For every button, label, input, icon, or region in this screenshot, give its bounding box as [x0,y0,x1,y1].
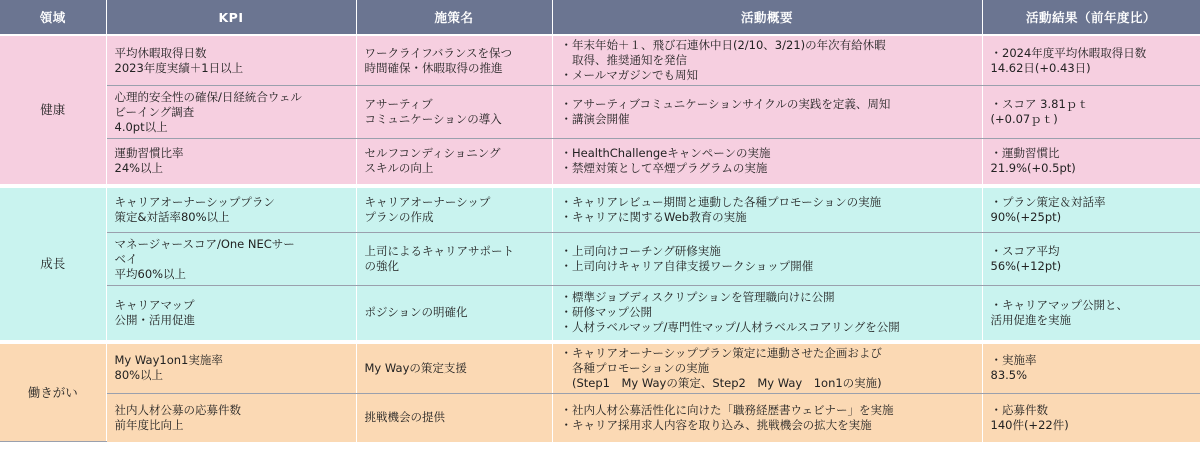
result-cell [982,35,1200,86]
table-row [0,86,1200,139]
activity-line: ・研修マップ公開 [560,305,653,320]
activity-line: ・上司向けコーチング研修実施 [560,244,721,258]
kpi-line: 2023年度実績＋1日以上 [114,60,244,75]
result-line: 21.9%(+0.5pt) [990,161,1076,176]
result-cell [982,286,1200,342]
measure-line: 時間確保・休暇取得の推進 [364,60,503,75]
activity-cell [552,233,982,286]
kpi-line: 24%以上 [114,161,164,176]
kpi-line: キャリアオーナーシッププラン [114,194,275,209]
kpi-cell [106,139,356,186]
activity-line: ・キャリアオーナーシッププラン策定に連動させた企画および [560,345,882,360]
header-area: 領域 [0,0,106,35]
result-line: ・スコア 3.81ｐｔ [990,97,1089,111]
kpi-line: ベイ [114,251,138,266]
activity-line: ・キャリア採用求人内容を取り込み、挑戦機会の拡大を実施 [560,417,872,432]
result-line: ・応募件数 [990,402,1048,417]
table-row [0,186,1200,233]
measure-line: 上司によるキャリアサポート [364,244,514,258]
result-line: 83.5% [990,368,1028,383]
kpi-line: 運動習慣比率 [114,146,184,161]
kpi-line: 80%以上 [114,368,164,383]
area-cell-engagement: 働きがい [0,342,106,442]
activity-line: (Step1 My Wayの策定、Step2 My Way 1on1の実施) [560,375,882,390]
result-line: ・実施率 [990,353,1037,368]
kpi-cell [106,233,356,286]
result-line: 活用促進を実施 [990,312,1071,327]
result-cell [982,342,1200,394]
measure-line: セルフコンディショニング [364,146,501,161]
measure-line: My Wayの策定支援 [364,360,467,375]
activity-cell [552,186,982,233]
table-row [0,394,1200,442]
activity-line: ・社内人材公募活性化に向けた「職務経歴書ウェビナー」を実施 [560,402,894,417]
activity-cell [552,86,982,139]
result-line: ・スコア平均 [990,244,1060,258]
activity-line: ・キャリアに関するWeb教育の実施 [560,209,747,224]
measure-cell [356,86,552,139]
table-row [0,139,1200,186]
activity-cell [552,286,982,342]
measure-cell [356,35,552,86]
kpi-line: My Way1on1実施率 [114,353,223,368]
activity-line: ・メールマガジンでも周知 [560,68,698,82]
measure-line: キャリアオーナーシップ [364,194,491,209]
result-cell [982,233,1200,286]
result-line: ・2024年度平均休暇取得日数 [990,45,1147,60]
activity-cell [552,394,982,442]
area-cell-health: 健康 [0,35,106,186]
activity-line: ・講演会開催 [560,112,630,126]
table-body [0,35,1200,442]
result-cell [982,86,1200,139]
measure-cell [356,139,552,186]
measure-line: 挑戦機会の提供 [364,410,445,425]
result-cell [982,186,1200,233]
kpi-line: 前年度比向上 [114,417,184,432]
result-line: ・運動習慣比 [990,146,1060,161]
measure-line: の強化 [364,259,399,273]
table-row [0,35,1200,86]
measure-line: ポジションの明確化 [364,305,468,320]
measure-line: ワークライフバランスを保つ [364,45,513,60]
kpi-line: 心理的安全性の確保/日経統合ウェル [114,89,302,104]
kpi-cell [106,186,356,233]
kpi-cell [106,342,356,394]
header-measure: 施策名 [356,0,552,35]
activity-cell [552,35,982,86]
kpi-line: ビーイング調査 [114,104,195,119]
area-cell-growth: 成長 [0,186,106,342]
table-row [0,286,1200,342]
activity-line: ・HealthChallengeキャンペーンの実施 [560,146,771,161]
activity-line: ・年末年始＋１、飛び石連休中日(2/10、3/21)の年次有給休暇 [560,38,886,52]
activity-line: ・キャリアレビュー期間と連動した各種プロモーションの実施 [560,194,882,209]
activity-line: ・アサーティブコミュニケーションサイクルの実践を定義、周知 [560,97,891,111]
result-line: ・プラン策定＆対話率 [990,194,1106,209]
table-row [0,233,1200,286]
header-activity: 活動概要 [552,0,982,35]
kpi-line: マネージャースコア/One NECサー [114,236,295,251]
kpi-line: 平均60%以上 [114,266,187,281]
result-line: ・キャリアマップ公開と、 [990,297,1129,312]
result-line: 140件(+22件) [990,417,1069,432]
measure-line: コミュニケーションの導入 [364,112,502,126]
measure-cell [356,233,552,286]
kpi-line: キャリアマップ [114,297,195,312]
kpi-line: 平均休暇取得日数 [114,45,207,60]
measure-cell [356,394,552,442]
measure-cell [356,342,552,394]
measure-line: アサーティブ [364,97,433,111]
activity-line: ・人材ラベルマップ/専門性マップ/人材ラベルスコアリングを公開 [560,320,900,335]
kpi-line: 4.0pt以上 [114,119,168,134]
result-cell [982,394,1200,442]
measure-line: プランの作成 [364,209,434,224]
activity-cell [552,139,982,186]
activity-line: ・標準ジョブディスクリプションを管理職向けに公開 [560,290,835,305]
measure-cell [356,286,552,342]
activity-cell [552,342,982,394]
kpi-cell [106,35,356,86]
activity-line: ・禁煙対策として卒煙プラグラムの実施 [560,161,768,176]
header-result: 活動結果（前年度比） [982,0,1200,35]
activity-line: 各種プロモーションの実施 [560,360,710,375]
kpi-cell [106,286,356,342]
measure-line: スキルの向上 [364,161,434,176]
measure-cell [356,186,552,233]
activity-line: 取得、推奨通知を発信 [560,53,687,67]
table-row [0,342,1200,394]
kpi-cell [106,394,356,442]
header-row [0,0,1200,35]
kpi-line: 社内人材公募の応募件数 [114,402,241,417]
header-kpi: KPI [106,0,356,35]
result-line: (+0.07ｐｔ) [990,112,1058,126]
activity-line: ・上司向けキャリア自律支援ワークショップ開催 [560,259,814,273]
result-line: 56%(+12pt) [990,259,1062,273]
kpi-cell [106,86,356,139]
result-line: 14.62日(+0.43日) [990,60,1091,75]
kpi-line: 公開・活用促進 [114,312,195,327]
result-cell [982,139,1200,186]
kpi-line: 策定&対話率80%以上 [114,209,230,224]
result-line: 90%(+25pt) [990,209,1062,224]
